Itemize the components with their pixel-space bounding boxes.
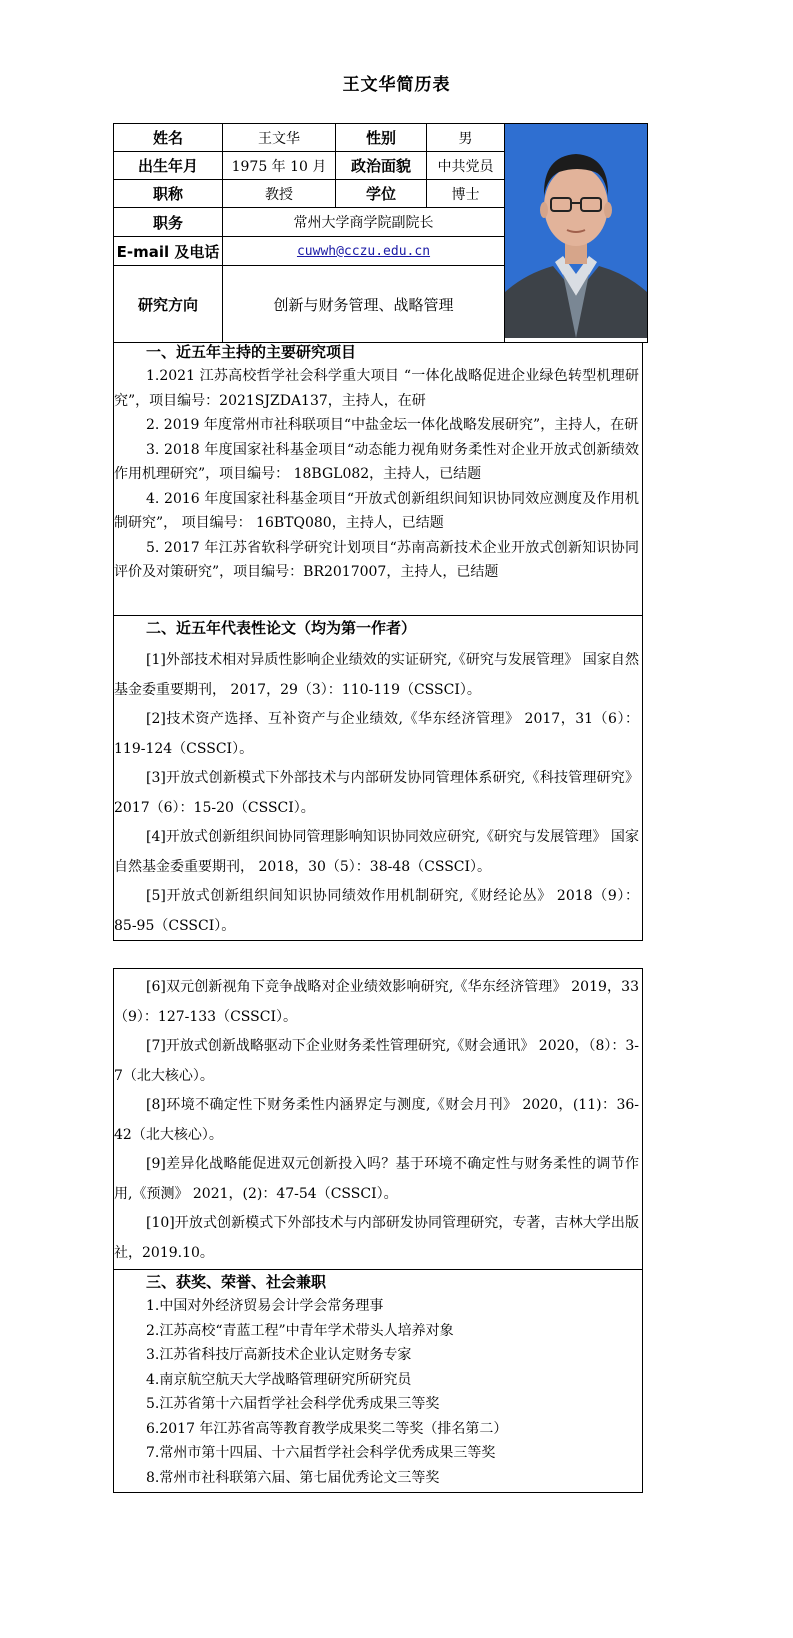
gender-value: 男 bbox=[427, 124, 505, 152]
title-value: 教授 bbox=[223, 180, 336, 208]
project-item: 1.2021 江苏高校哲学社会科学重大项目 “一体化战略促进企业绿色转型机理研究”，项目编号：2021SJZDA137，主持人，在研 bbox=[114, 368, 639, 409]
award-item: 5.江苏省第十六届哲学社会科学优秀成果三等奖 bbox=[146, 1396, 440, 1412]
email-cell bbox=[223, 237, 505, 266]
gender-label: 性别 bbox=[336, 124, 427, 152]
award-item: 2.江苏高校“青蓝工程”中青年学术带头人培养对象 bbox=[146, 1322, 454, 1339]
award-item: 8.常州市社科联第六届、第七届优秀论文三等奖 bbox=[146, 1469, 440, 1486]
project-item: 5. 2017 年江苏省软科学研究计划项目“苏南高新技术企业开放式创新知识协同评价及对策研究”，项目编号：BR2017007，主持人，已结题 bbox=[114, 539, 639, 580]
title-label: 职称 bbox=[114, 180, 223, 208]
birth-value: 1975 年 10 月 bbox=[223, 152, 336, 180]
award-item: 3.江苏省科技厅高新技术企业认定财务专家 bbox=[146, 1347, 412, 1363]
political-value: 中共党员 bbox=[427, 152, 505, 180]
paper-item: [3]开放式创新模式下外部技术与内部研发协同管理体系研究,《科技管理研究》 2017（6）：15-20（CSSCI）。 bbox=[114, 770, 639, 816]
award-item: 6.2017 年江苏省高等教育教学成果奖二等奖（排名第二） bbox=[146, 1420, 508, 1437]
award-item: 4.南京航空航天大学战略管理研究所研究员 bbox=[146, 1371, 412, 1388]
position-label: 职务 bbox=[114, 208, 223, 237]
degree-value: 博士 bbox=[427, 180, 505, 208]
paper-item: [5]开放式创新组织间知识协同绩效作用机制研究,《财经论丛》 2018（9）：85-95（CSSCI）。 bbox=[114, 888, 639, 934]
portrait-photo bbox=[505, 124, 647, 338]
political-label: 政治面貌 bbox=[336, 152, 427, 180]
paper-item: [9]差异化战略能促进双元创新投入吗？基于环境不确定性与财务柔性的调节作用,《预测》 2021，(2)：47-54（CSSCI）。 bbox=[114, 1156, 639, 1202]
project-item: 3. 2018 年度国家社科基金项目“动态能力视角财务柔性对企业开放式创新绩效作用机理研究”，项目编号： 18BGL082，主持人，已结题 bbox=[114, 441, 639, 482]
papers-section-part1 bbox=[113, 615, 643, 941]
email-link[interactable]: cuwwh@cczu.edu.cn bbox=[296, 243, 431, 259]
paper-item: [7]开放式创新战略驱动下企业财务柔性管理研究,《财会通讯》 2020，（8）：3-7（北大核心）。 bbox=[114, 1038, 639, 1084]
papers-heading: 二、近五年代表性论文（均为第一作者） bbox=[146, 619, 417, 637]
paper-item: [4]开放式创新组织间协同管理影响知识协同效应研究,《研究与发展管理》 国家自然基金委重要期刊， 2018，30（5）：38-48（CSSCI）。 bbox=[114, 829, 639, 875]
papers-section-part2 bbox=[113, 968, 643, 1270]
research-value: 创新与财务管理、战略管理 bbox=[223, 266, 505, 342]
award-item: 1.中国对外经济贸易会计学会常务理事 bbox=[146, 1298, 384, 1314]
paper-item: [10]开放式创新模式下外部技术与内部研发协同管理研究，专著，吉林大学出版社，2019.10。 bbox=[114, 1215, 639, 1261]
research-label: 研究方向 bbox=[114, 266, 223, 342]
project-item: 4. 2016 年度国家社科基金项目“开放式创新组织间知识协同效应测度及作用机制研究”， 项目编号： 16BTQ080，主持人，已结题 bbox=[114, 490, 639, 531]
paper-item: [2]技术资产选择、互补资产与企业绩效,《华东经济管理》 2017，31（6）：119-124（CSSCI）。 bbox=[114, 711, 639, 757]
name-value: 王文华 bbox=[223, 124, 336, 152]
award-item: 7.常州市第十四届、十六届哲学社会科学优秀成果三等奖 bbox=[146, 1445, 496, 1461]
awards-heading: 三、获奖、荣誉、社会兼职 bbox=[146, 1273, 327, 1291]
projects-heading: 一、近五年主持的主要研究项目 bbox=[146, 343, 357, 361]
awards-section bbox=[113, 1269, 643, 1493]
degree-label: 学位 bbox=[336, 180, 427, 208]
paper-item: [1]外部技术相对异质性影响企业绩效的实证研究,《研究与发展管理》 国家自然基金委重要期刊， 2017，29（3）：110-119（CSSCI）。 bbox=[114, 652, 639, 698]
paper-item: [8]环境不确定性下财务柔性内涵界定与测度,《财会月刊》 2020，(11)：36-42（北大核心）。 bbox=[114, 1097, 639, 1143]
name-label: 姓名 bbox=[114, 124, 223, 152]
project-item: 2. 2019 年度常州市社科联项目“中盐金坛一体化战略发展研究”，主持人，在研 bbox=[146, 417, 639, 433]
paper-item: [6]双元创新视角下竞争战略对企业绩效影响研究,《华东经济管理》 2019，33（9）：127-133（CSSCI）。 bbox=[114, 979, 639, 1025]
contact-label: E-mail 及电话 bbox=[114, 237, 223, 266]
position-value: 常州大学商学院副院长 bbox=[223, 208, 505, 237]
birth-label: 出生年月 bbox=[114, 152, 223, 180]
projects-section bbox=[113, 343, 643, 616]
page-title: 王文华简历表 bbox=[342, 75, 451, 95]
